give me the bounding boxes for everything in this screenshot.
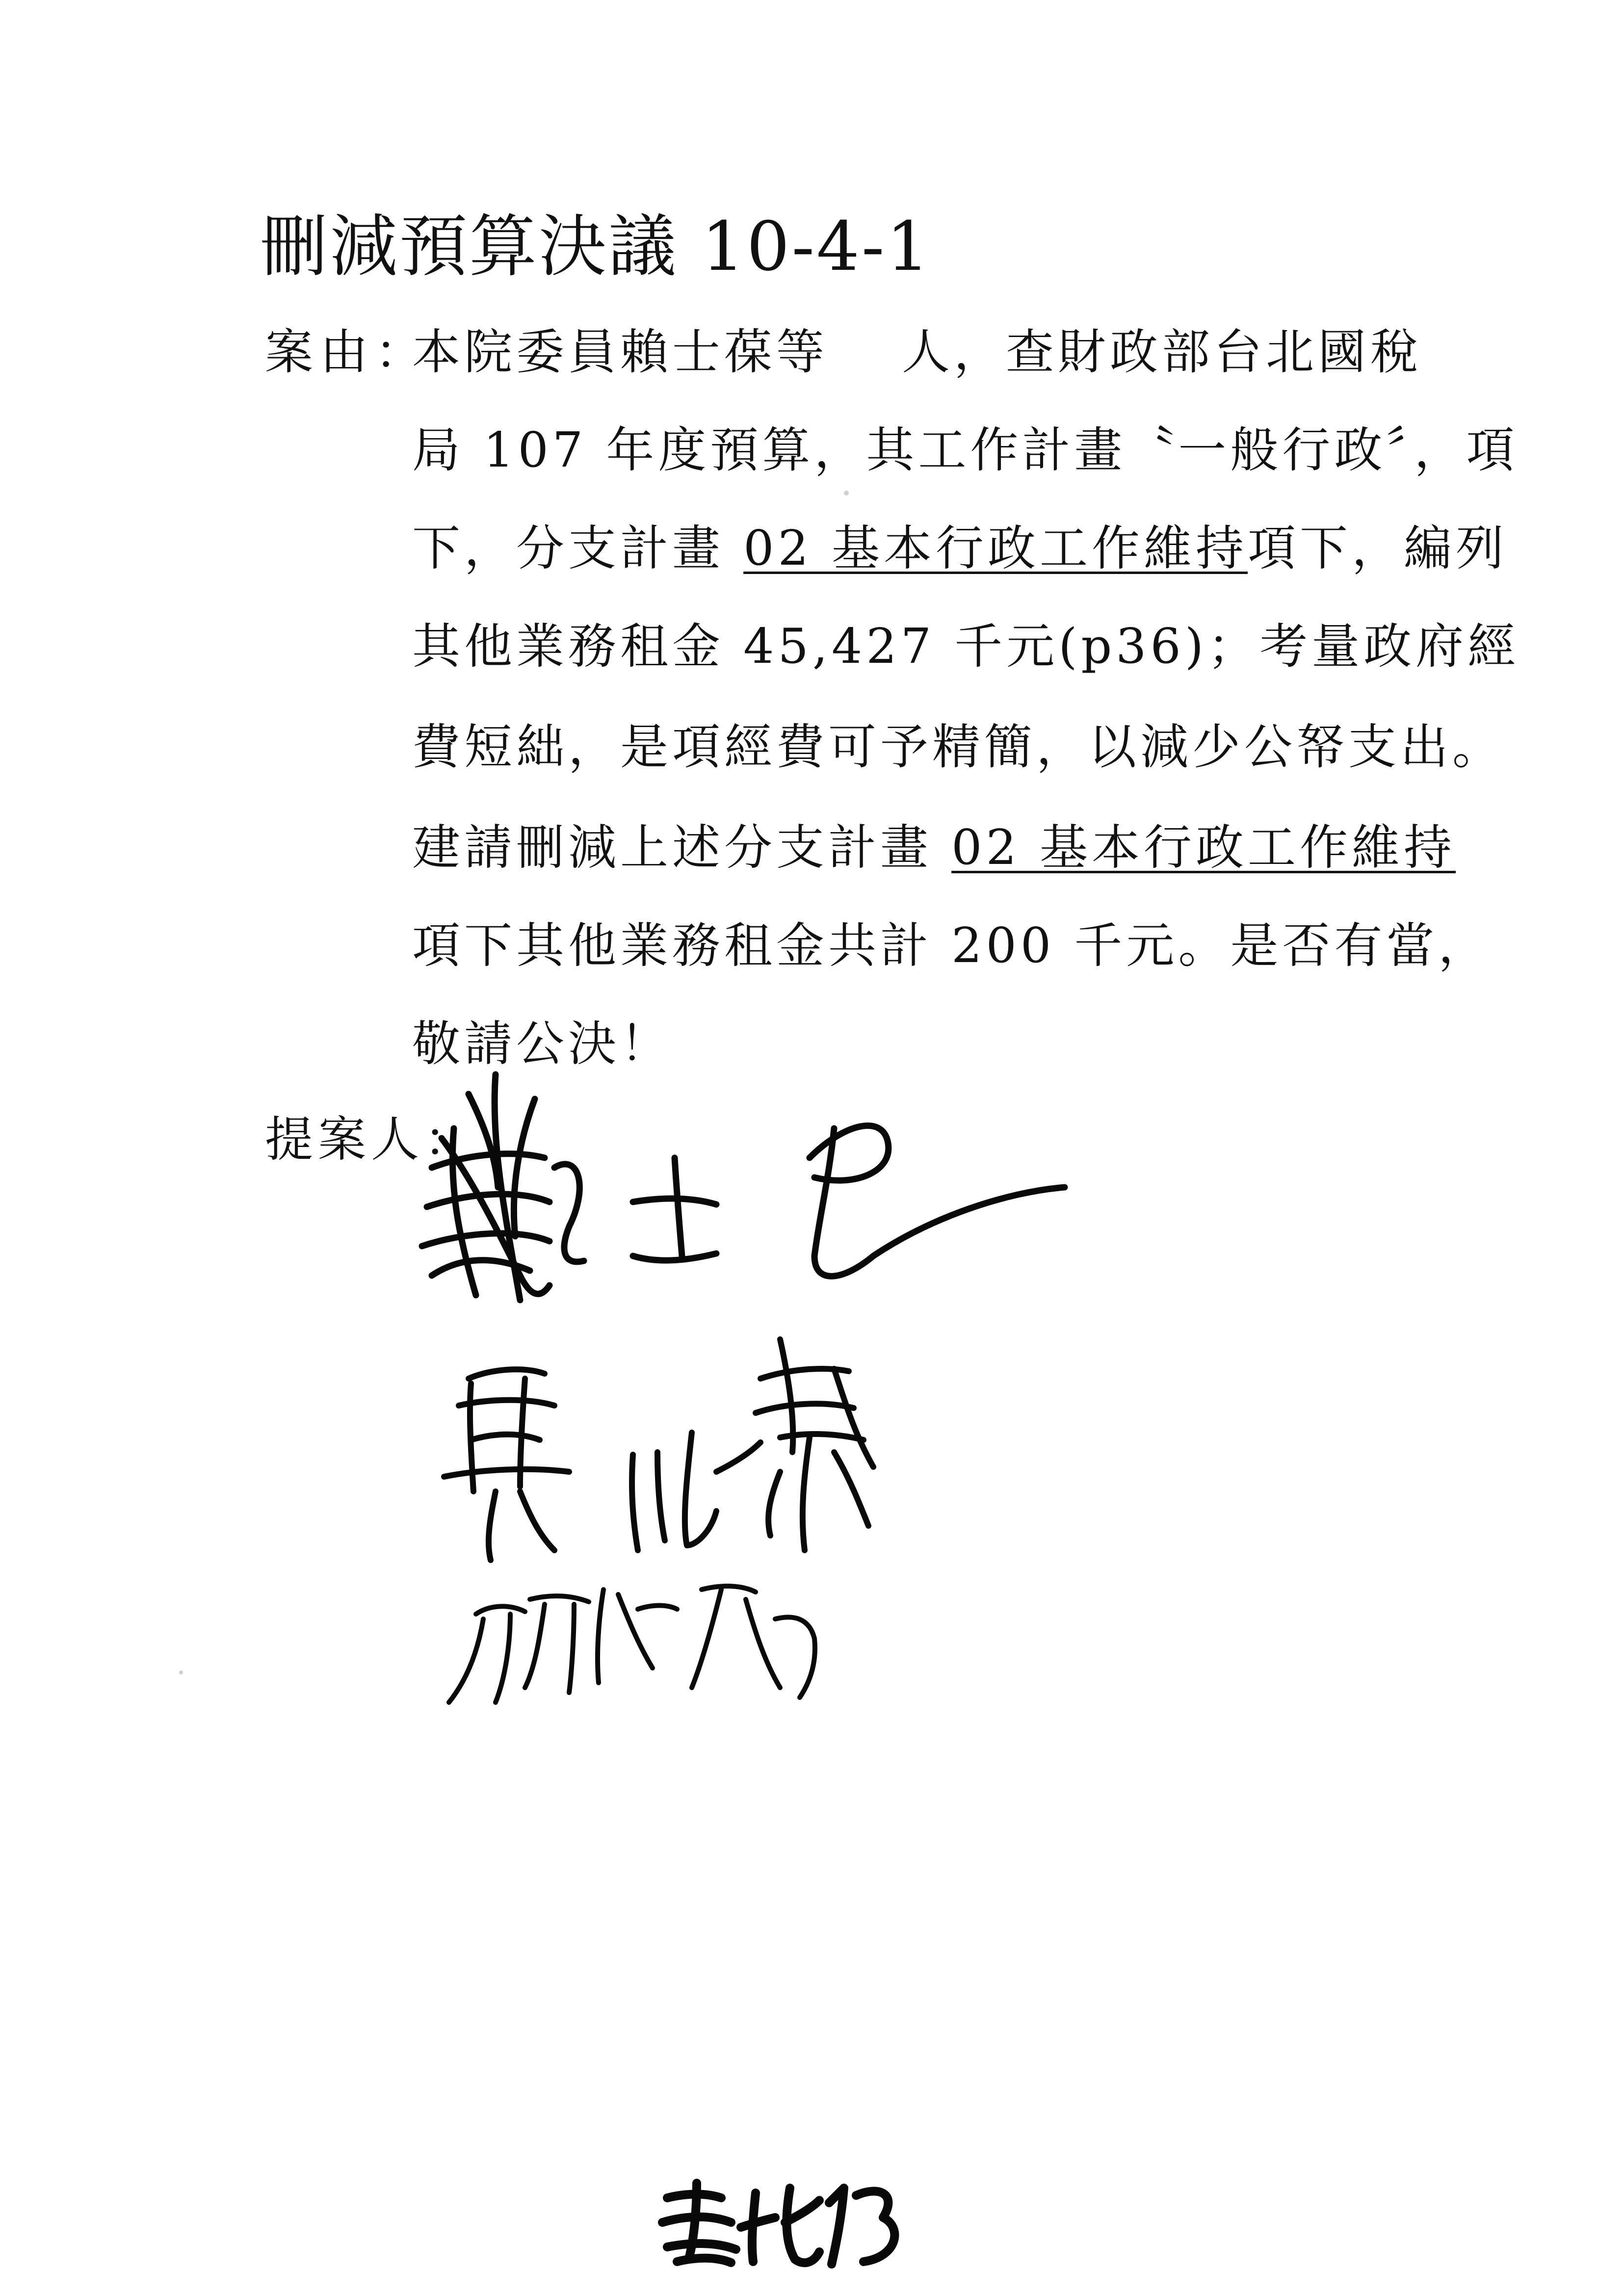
body-line-3c: 項下，編列 <box>1248 521 1508 576</box>
underlined-plan-name: 02 基本行政工作維持 <box>743 521 1248 576</box>
document-title: 刪減預算決議 10-4-1 <box>260 207 932 286</box>
signature-2 <box>444 1339 873 1560</box>
signature-1 <box>422 1074 1065 1300</box>
body-line-3a: 下，分支計畫 <box>412 521 744 576</box>
body-line-1b: 人，查財政部台北國稅 <box>902 324 1422 380</box>
body-line-7: 項下其他業務租金共計 200 千元。是否有當， <box>412 918 1491 974</box>
proposer-label: 提案人： <box>265 1112 477 1168</box>
body-line-8: 敬請公決！ <box>412 1016 673 1072</box>
body-line-5: 費短絀，是項經費可予精簡，以減少公帑支出。 <box>412 719 1505 775</box>
page-stamp <box>662 2183 894 2264</box>
signature-3 <box>449 1586 815 1702</box>
scan-speck <box>844 491 849 496</box>
body-line-1a: 本院委員賴士葆等 <box>412 324 829 380</box>
body-line-2: 局 107 年度預算，其工作計畫〝一般行政〞，項 <box>412 422 1519 478</box>
case-label: 案由： <box>265 324 430 380</box>
scan-speck <box>179 1670 183 1674</box>
body-line-4: 其他業務租金 45,427 千元(p36)；考量政府經 <box>412 619 1520 675</box>
body-line-6a: 建請刪減上述分支計畫 <box>412 820 952 876</box>
underlined-plan-name-2: 02 基本行政工作維持 <box>951 820 1456 876</box>
